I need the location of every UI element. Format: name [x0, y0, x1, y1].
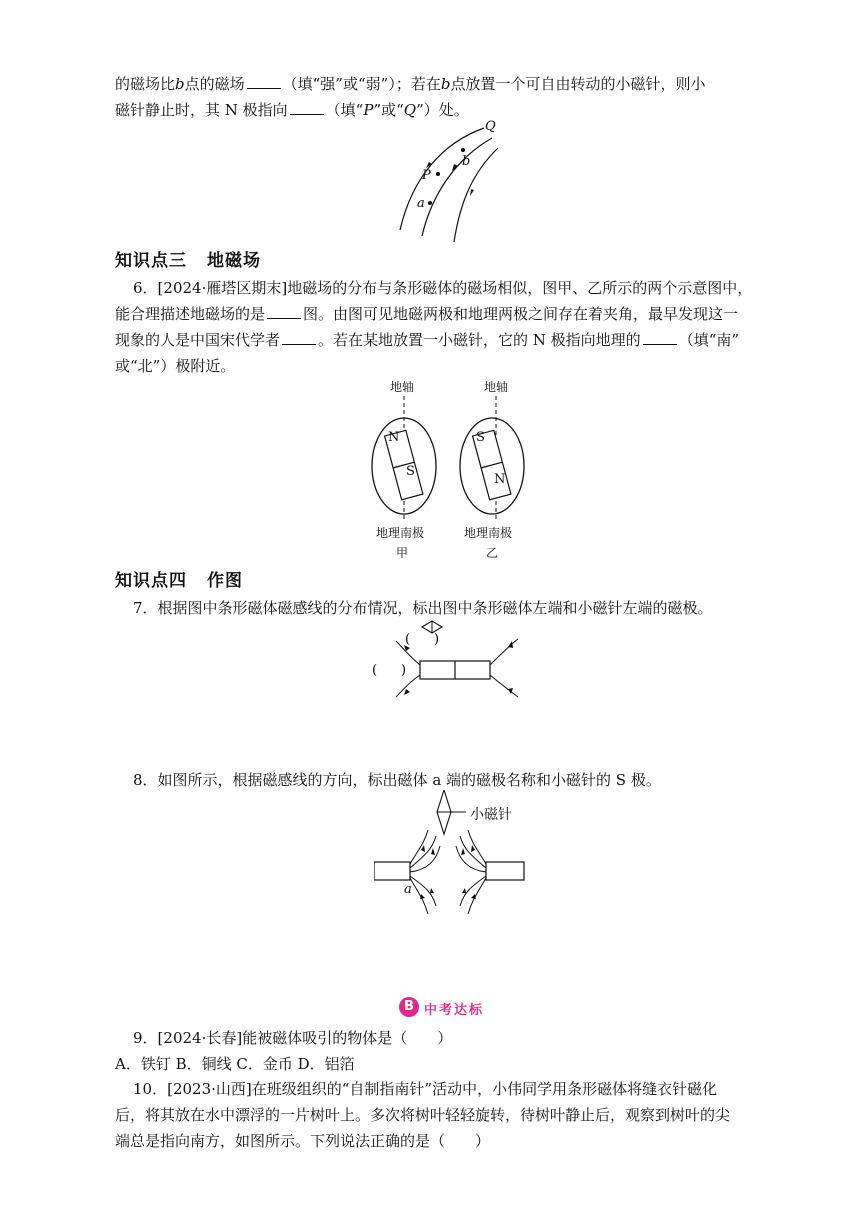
earth-figure-yi — [456, 376, 546, 562]
q5-text: 点放置一个可自由转动的小磁针，则小 — [450, 75, 706, 93]
q8-two-magnets-figure — [374, 790, 574, 938]
q6-text: 现象的人是中国宋代学者 — [115, 331, 281, 349]
answer-blank[interactable] — [282, 330, 316, 345]
pole-s-label: S — [476, 430, 485, 445]
q9-stem: 9．[2024·长春]能被磁体吸引的物体是（ ） — [133, 1029, 453, 1047]
section-title: 地磁场 — [207, 251, 261, 271]
q6-text: 图。由图可见地磁两极和地理两极之间存在着夹角，最早发现这一 — [303, 305, 739, 323]
svg-text:(: ( — [405, 632, 411, 647]
geo-south-label: 地理南极 — [464, 526, 513, 540]
q5-var-b: b — [440, 75, 451, 93]
q5-text: （填“强”或“弱”）；若在 — [282, 75, 441, 93]
q6-text: 。若在某地放置一小磁针，它的 N 极指向地理的 — [318, 331, 641, 349]
end-a-label: a — [404, 882, 412, 897]
q5-line1 — [115, 73, 705, 95]
geo-south-label: 地理南极 — [376, 526, 425, 540]
q10-line2: 后，将其放在水中漂浮的一片树叶上。多次将树叶轻轻旋转，待树叶静止后，观察到树叶的尖 — [115, 1106, 731, 1124]
field-lines-drawing — [392, 118, 512, 242]
figure-caption-jia: 甲 — [396, 546, 409, 560]
q5-text: （填“ — [325, 101, 364, 119]
figure-caption-yi: 乙 — [486, 546, 499, 560]
bar-magnet-drawing — [368, 617, 528, 699]
pole-s-label: S — [406, 464, 415, 479]
q8-text: 8．如图所示，根据磁感线的方向，标出磁体 a 端的磁极名称和小磁针的 S 极。 — [133, 771, 661, 789]
pole-n-label: N — [494, 472, 506, 487]
needle-label: 小磁针 — [470, 807, 512, 823]
q9-options: A．铁钉 B．铜线 C．金币 D．铝箔 — [115, 1055, 355, 1073]
svg-text:(: ( — [372, 663, 378, 678]
q5-text: 点的磁场 — [184, 75, 245, 93]
section-title: 作图 — [207, 571, 243, 591]
svg-text:): ) — [434, 632, 440, 647]
q6-text: （填“南” — [678, 331, 740, 349]
label-b: b — [462, 154, 471, 169]
section-number: 知识点四 — [115, 571, 187, 591]
axis-label: 地轴 — [390, 380, 415, 394]
answer-blank[interactable] — [643, 330, 677, 345]
q5-var-p: P — [363, 101, 374, 119]
section-badge-title: 中考达标 — [424, 1003, 485, 1018]
q7-bar-magnet-figure — [368, 617, 528, 699]
q6-line3 — [115, 329, 739, 351]
svg-text:): ) — [401, 663, 407, 678]
pole-n-label: N — [388, 430, 400, 445]
q6-line4: 或“北”）极附近。 — [115, 357, 236, 375]
q6-line2 — [115, 303, 738, 325]
answer-blank[interactable] — [290, 100, 324, 115]
axis-label: 地轴 — [484, 380, 509, 394]
answer-blank[interactable] — [267, 304, 301, 319]
q6-text: 能合理描述地磁场的是 — [115, 305, 266, 323]
q5-text: 磁针静止时，其 N 极指向 — [115, 101, 288, 119]
section-heading-3 — [115, 246, 261, 271]
section-heading-4 — [115, 566, 243, 591]
q7-text: 7．根据图中条形磁体磁感线的分布情况，标出图中条形磁体左端和小磁针左端的磁极。 — [133, 599, 713, 617]
q5-text: ”或“ — [373, 101, 404, 119]
q5-field-line-figure — [392, 118, 512, 242]
q5-text: ”）处。 — [416, 101, 469, 119]
section-badge-icon: B — [399, 997, 419, 1017]
answer-blank[interactable] — [247, 74, 281, 89]
section-number: 知识点三 — [115, 251, 187, 271]
q10-line3: 端总是指向南方，如图所示。下列说法正确的是（ ） — [115, 1132, 491, 1150]
label-a: a — [417, 196, 425, 211]
q5-var-q: Q — [403, 101, 417, 119]
q5-var-b: b — [175, 75, 185, 93]
q10-line1: 10．[2023·山西]在班级组织的“自制指南针”活动中，小伟同学用条形磁体将缝衣针磁化 — [133, 1080, 718, 1098]
label-q: Q — [485, 119, 496, 134]
q6-line1: 6．[2024·雁塔区期末]地磁场的分布与条形磁体的磁场相似，图甲、乙所示的两个示意图中， — [133, 279, 753, 297]
earth-figure-jia — [366, 376, 456, 562]
label-p: P — [422, 168, 431, 183]
q5-text: 的磁场比 — [115, 75, 176, 93]
